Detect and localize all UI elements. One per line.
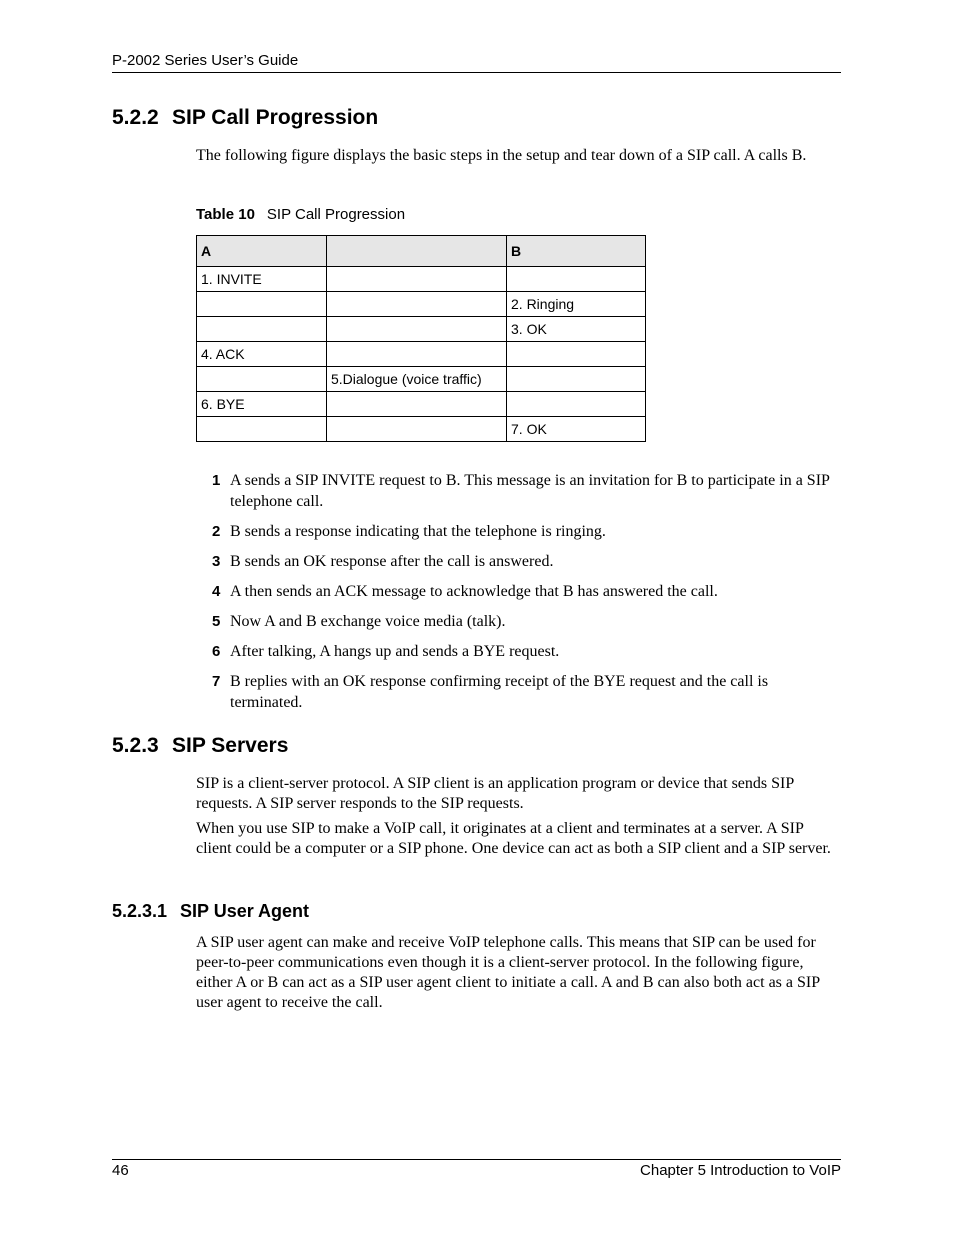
header-rule: [112, 72, 841, 73]
list-item: [212, 611, 842, 632]
table-cell: [327, 292, 507, 317]
table-cell: [327, 392, 507, 417]
section-title: SIP Call Progression: [172, 106, 379, 129]
table-header-row: [197, 236, 646, 267]
section-number: 5.2.2: [112, 106, 159, 129]
step-text: B sends a response indicating that the telephone is ringing.: [230, 523, 606, 540]
table-cell: 4. ACK: [197, 342, 327, 367]
list-item: [212, 641, 842, 662]
table-row: [197, 317, 646, 342]
step-number: 6: [212, 643, 221, 660]
list-item: [212, 551, 842, 572]
step-number: 5: [212, 613, 221, 630]
section-heading-5-2-2: [112, 106, 378, 130]
header-cell-a: A: [197, 236, 327, 267]
list-item: [212, 521, 842, 542]
list-item: [212, 581, 842, 602]
sip-call-progression-table: [196, 235, 646, 442]
list-item: [212, 470, 842, 512]
step-number: 3: [212, 553, 221, 570]
running-header: P-2002 Series User’s Guide: [112, 52, 299, 69]
table-cell: 1. INVITE: [197, 267, 327, 292]
step-number: 1: [212, 472, 221, 489]
sip-user-agent-paragraph: A SIP user agent can make and receive VoIP telephone calls. This means that SIP can be used for peer-to-peer communications even though it is a client-server protocol. In the following figure, either A or B can act as a SIP user agent client to initiate a call. A and B can also both act as a SIP user agent to receive the call.: [196, 934, 820, 1011]
step-text: After talking, A hangs up and sends a BYE request.: [230, 643, 560, 660]
page-number: 46: [112, 1162, 129, 1179]
table-row: [197, 392, 646, 417]
section-heading-5-2-3: [112, 734, 288, 758]
table-cell: [197, 317, 327, 342]
step-text: B replies with an OK response confirming receipt of the BYE request and the call is terminated.: [230, 673, 769, 711]
table-cell: [327, 417, 507, 442]
table-caption-label: Table 10: [196, 206, 255, 223]
table-cell: [197, 367, 327, 392]
intro-paragraph: The following figure displays the basic steps in the setup and tear down of a SIP call. A calls B.: [196, 147, 807, 164]
table-caption-text: SIP Call Progression: [266, 206, 406, 223]
section-heading-5-2-3-1: [112, 901, 309, 922]
step-number: 2: [212, 523, 221, 540]
table-cell: [197, 417, 327, 442]
table-cell: [507, 392, 646, 417]
sip-servers-paragraph-1: SIP is a client-server protocol. A SIP client is an application program or device that sends SIP requests. A SIP server responds to the SIP requests.: [196, 775, 794, 812]
table-cell: [507, 342, 646, 367]
table-cell: 6. BYE: [197, 392, 327, 417]
section-title: SIP User Agent: [180, 901, 310, 921]
table-row: [197, 267, 646, 292]
section-number: 5.2.3.1: [112, 901, 168, 921]
table-cell: 3. OK: [507, 317, 646, 342]
step-number: 7: [212, 673, 221, 690]
table-cell: [327, 267, 507, 292]
table-caption: [196, 206, 405, 223]
chapter-footer: Chapter 5 Introduction to VoIP: [640, 1162, 841, 1179]
step-text: Now A and B exchange voice media (talk).: [230, 613, 506, 630]
table-cell: 5.Dialogue (voice traffic): [327, 367, 507, 392]
section-title: SIP Servers: [172, 734, 289, 757]
table-cell: 7. OK: [507, 417, 646, 442]
table-cell: [327, 342, 507, 367]
table-row: [197, 367, 646, 392]
table-cell: [507, 267, 646, 292]
table-cell: [507, 367, 646, 392]
footer-rule: [112, 1159, 841, 1160]
step-text: A sends a SIP INVITE request to B. This message is an invitation for B to participate in a SIP telephone call.: [230, 472, 830, 510]
header-cell-middle: [327, 236, 507, 267]
step-number: 4: [212, 583, 221, 600]
table-row: [197, 292, 646, 317]
section-number: 5.2.3: [112, 734, 159, 757]
list-item: [212, 671, 842, 713]
header-cell-b: B: [507, 236, 646, 267]
sip-servers-paragraph-2: When you use SIP to make a VoIP call, it originates at a client and terminates at a server. A SIP client could be a computer or a SIP phone. One device can act as both a SIP client and a SIP server.: [196, 820, 831, 857]
table-cell: [327, 317, 507, 342]
table-cell: [197, 292, 327, 317]
call-steps-list: [212, 470, 842, 722]
table-row: [197, 342, 646, 367]
table-cell: 2. Ringing: [507, 292, 646, 317]
step-text: B sends an OK response after the call is answered.: [230, 553, 554, 570]
step-text: A then sends an ACK message to acknowledge that B has answered the call.: [230, 583, 718, 600]
table-row: [197, 417, 646, 442]
